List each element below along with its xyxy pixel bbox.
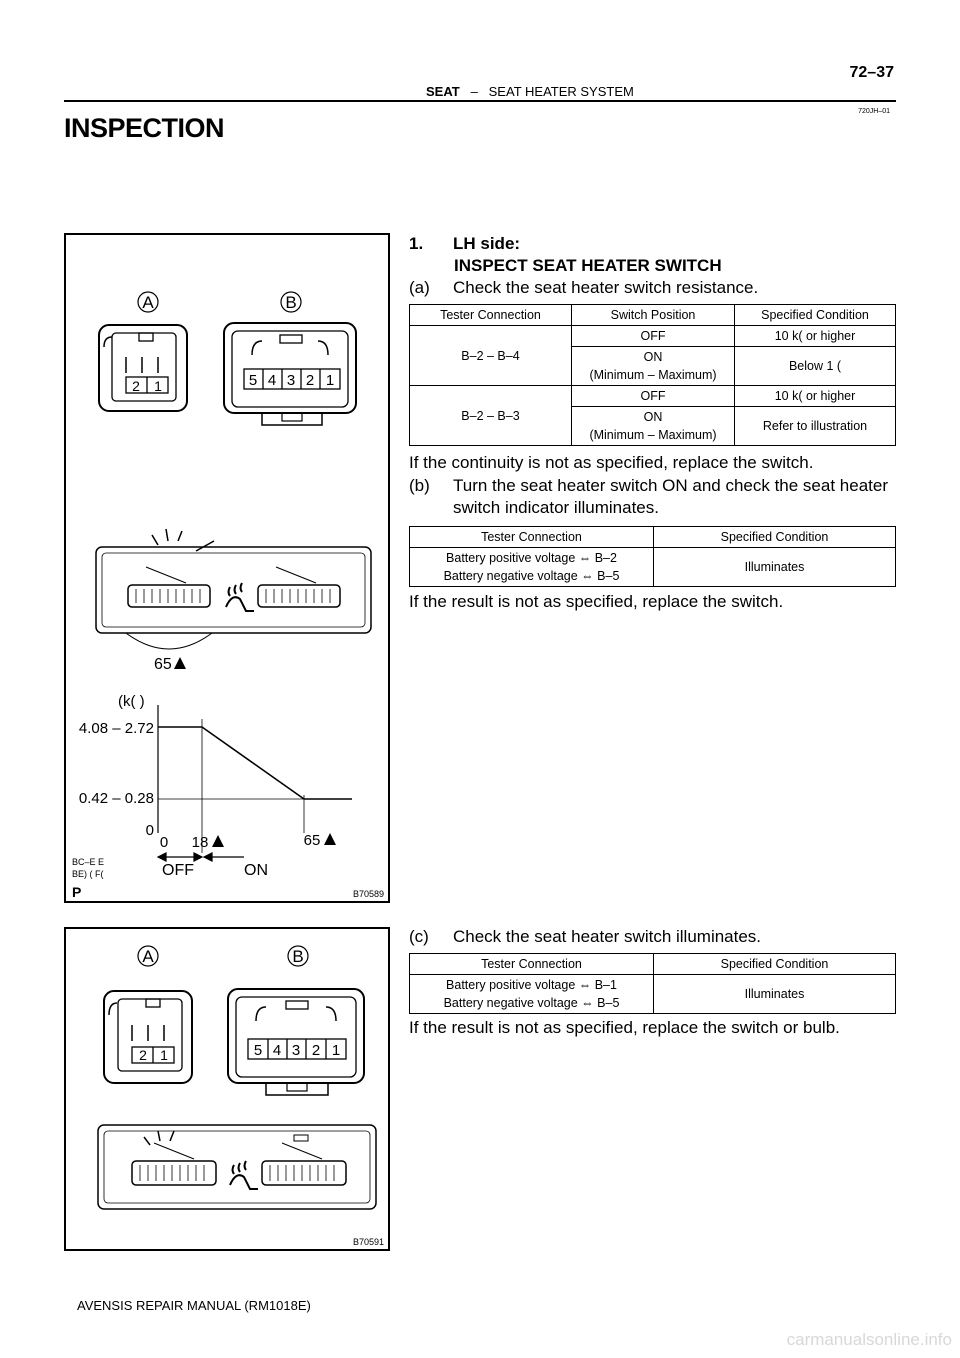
figure-connectors-switch-graph — [64, 233, 390, 903]
pin-b-2: 2 — [305, 372, 315, 389]
table1-cell-position: OFF — [572, 326, 735, 347]
off-zone-arrow — [158, 853, 202, 861]
step-a-text: Check the seat heater switch resistance. — [453, 278, 759, 297]
pin-b-4: 4 — [267, 372, 277, 389]
connection-line2: Battery negative voltage ⇔ B–5 — [443, 996, 620, 1010]
pin-b-1: 1 — [331, 1042, 341, 1059]
pin-b-5: 5 — [248, 372, 258, 389]
on-zone-arrow — [204, 853, 244, 861]
connection-line1: Battery positive voltage ⇔ B–1 — [446, 978, 617, 992]
step-1-number: 1. — [409, 234, 424, 253]
watermark: carmanualsonline.info — [786, 1330, 952, 1349]
label-b: B — [292, 947, 304, 966]
figure2-code: B70591 — [352, 1237, 384, 1247]
note-1: If the continuity is not as specified, replace the switch. — [409, 453, 814, 472]
pin-a-2: 2 — [132, 378, 140, 394]
doc-code: 720JH–01 — [858, 108, 890, 115]
table2-cell-connection — [410, 548, 654, 587]
step-c-text: Check the seat heater switch illuminates. — [453, 927, 762, 946]
table1-cell-condition: 10 k( or higher — [735, 386, 896, 407]
header-section: SEAT — [426, 84, 460, 99]
pin-b-3: 3 — [286, 372, 296, 389]
pin-a-1: 1 — [154, 378, 162, 394]
table1-cell-connection: B–2 – B–3 — [410, 386, 572, 446]
chart-ylabel: (k( ) — [118, 693, 145, 710]
series-line — [158, 727, 352, 799]
bulb-table — [409, 953, 896, 1014]
resistance-chart — [79, 693, 352, 879]
label-a: A — [142, 947, 154, 966]
svg-text:18: 18 — [191, 834, 209, 851]
connector-b-label — [281, 292, 301, 312]
header-rule — [64, 100, 896, 102]
switch-panel — [98, 1125, 376, 1209]
zone-on-label: ON — [244, 862, 268, 879]
table1-cell-position — [572, 347, 735, 386]
table1-cell-connection: B–2 – B–4 — [410, 326, 572, 386]
note-3: If the result is not as specified, replace the switch or bulb. — [409, 1018, 840, 1037]
step-a-letter: (a) — [409, 278, 430, 297]
pin-a-2: 2 — [139, 1047, 147, 1063]
step-b — [409, 475, 899, 519]
table1-cell-condition: 10 k( or higher — [735, 326, 896, 347]
table1-header-condition: Specified Condition — [735, 305, 896, 326]
step-b-line2: switch indicator illuminates. — [453, 498, 659, 517]
table2-header-connection: Tester Connection — [410, 527, 654, 548]
table1-cell-position: OFF — [572, 386, 735, 407]
page-title: INSPECTION — [64, 113, 225, 143]
corner-text-1: BC–E E — [72, 857, 105, 867]
corner-letter: P — [72, 884, 82, 900]
figure1-code: B70589 — [352, 889, 384, 899]
pin-b-4: 4 — [272, 1042, 282, 1059]
note-2: If the result is not as specified, replace the switch. — [409, 592, 784, 611]
indicator-table — [409, 526, 896, 587]
header-subsection: SEAT HEATER SYSTEM — [488, 84, 634, 99]
running-header — [426, 84, 634, 99]
figure-connectors-switch — [64, 927, 390, 1251]
table2-header-condition: Specified Condition — [654, 527, 896, 548]
y-tick-high: 4.08 – 2.72 — [78, 720, 154, 737]
corner-text-2: BE) ( F( — [72, 869, 104, 879]
connection-line2: Battery negative voltage ⇔ B–5 — [443, 569, 620, 583]
switch-panel — [96, 529, 371, 649]
y-tick-zero: 0 — [145, 822, 154, 839]
table3-header-connection: Tester Connection — [410, 954, 654, 975]
x-tick-18 — [192, 834, 224, 851]
seat-heater-icon — [230, 1161, 258, 1189]
step-1-title: INSPECT SEAT HEATER SWITCH — [454, 256, 722, 275]
step-1-label: LH side: — [453, 234, 521, 253]
angle-label: 65 — [154, 656, 172, 673]
table1-cell-position — [572, 407, 735, 446]
y-tick-low: 0.42 – 0.28 — [78, 790, 154, 807]
table3-header-condition: Specified Condition — [654, 954, 896, 975]
step-b-line1: Turn the seat heater switch ON and check the seat heater — [453, 476, 888, 495]
pin-b-3: 3 — [291, 1042, 301, 1059]
step-c-letter: (c) — [409, 927, 429, 946]
table1-cell-condition: Refer to illustration — [735, 407, 896, 446]
connector-a — [104, 991, 192, 1083]
zone-off-label: OFF — [162, 862, 194, 879]
pin-b-2: 2 — [311, 1042, 321, 1059]
connector-a — [99, 325, 187, 411]
figure2-drawing — [66, 929, 388, 1249]
position-line2: (Minimum – Maximum) — [589, 368, 717, 382]
step-c — [409, 926, 899, 948]
label-b: B — [285, 293, 297, 312]
position-line2: (Minimum – Maximum) — [589, 428, 717, 442]
x-tick-65 — [304, 832, 336, 849]
table1-header-connection: Tester Connection — [410, 305, 572, 326]
angle-65-marker — [154, 656, 186, 673]
x-tick-0: 0 — [159, 834, 169, 851]
header-separator: – — [470, 84, 478, 99]
table3-cell-condition: Illuminates — [654, 975, 896, 1014]
position-line1: ON — [643, 410, 663, 424]
page-number: 72–37 — [849, 64, 894, 81]
connector-b-label — [288, 946, 308, 966]
connector-a-label — [138, 292, 158, 312]
connector-a-label — [138, 946, 158, 966]
seat-heater-icon — [226, 583, 254, 611]
label-a: A — [142, 293, 154, 312]
resistance-table — [409, 304, 896, 446]
footer: AVENSIS REPAIR MANUAL (RM1018E) — [77, 1298, 311, 1313]
table3-cell-connection — [410, 975, 654, 1014]
figure1-drawing — [66, 235, 388, 901]
table1-header-position: Switch Position — [572, 305, 735, 326]
pin-a-1: 1 — [160, 1047, 168, 1063]
table1-cell-condition: Below 1 ( — [735, 347, 896, 386]
connection-line1: Battery positive voltage ⇔ B–2 — [446, 551, 617, 565]
step-b-letter: (b) — [409, 476, 430, 495]
pin-b-1: 1 — [325, 372, 335, 389]
step-1 — [409, 233, 899, 299]
svg-text:65: 65 — [303, 832, 321, 849]
pin-b-5: 5 — [253, 1042, 263, 1059]
table2-cell-condition: Illuminates — [654, 548, 896, 587]
position-line1: ON — [643, 350, 663, 364]
